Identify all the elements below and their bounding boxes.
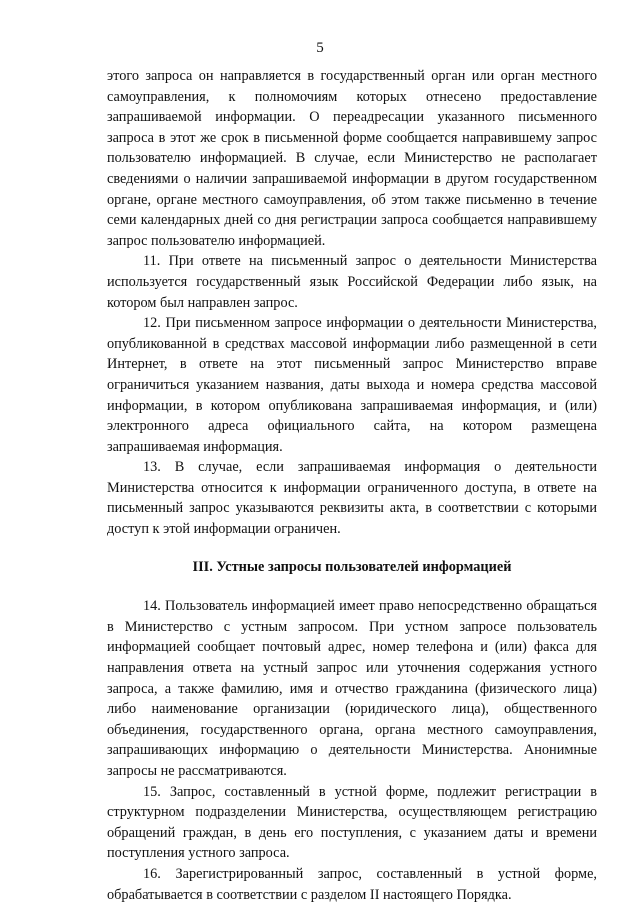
paragraph-continued: этого запроса он направляется в государственный орган или орган местного самоуправления, к полномочиям которых отнесено предоставление запрашиваемой информации. О переадресации указанного письменного запроса в этот же срок в письменной форме сообщается направившему запрос пользователю информацией. В случае, если Министерство не располагает сведениями о наличии запрашиваемой информации в другом государственном органе, органе местного самоуправления, об этом также письменно в течение семи календарных дней со дня регистрации запроса сообщается направившему запрос пользователю информацией. (107, 68, 597, 249)
document-body (107, 66, 597, 905)
section-heading: III. Устные запросы пользователей информацией (192, 558, 512, 575)
paragraph-14: 14. Пользователь информацией имеет право непосредственно обращаться в Министерство с устным запросом. При устном запросе пользователь информацией сообщает почтовый адрес, номер телефона и (или) факса для направления ответа на устный запрос или уточнения содержания устного запроса, а также фамилию, имя и отчество гражданина (физического лица) либо наименование организации (юридического лица), общественного объединения, государственного органа, органа местного самоуправления, запрашивающих информацию о деятельности Министерства. Анонимные запросы не рассматриваются. (107, 598, 597, 779)
paragraph-12: 12. При письменном запросе информации о деятельности Министерства, опубликованной в средствах массовой информации либо размещенной в сети Интернет, в ответе на этот письменный запрос Министерство вправе ограничиться указанием названия, даты выхода и номера средства массовой информации, в котором опубликована запрашиваемая информация, и (или) электронного адреса официального сайта, на котором размещена запрашиваемая информация. (107, 315, 597, 455)
page-number: 5 (316, 40, 324, 56)
paragraph-15: 15. Запрос, составленный в устной форме, подлежит регистрации в структурном подразделении Министерства, осуществляющем регистрацию обращений граждан, в день его поступления, с указанием даты и времени поступления устного запроса. (107, 783, 597, 862)
paragraph-13: 13. В случае, если запрашиваемая информация о деятельности Министерства относится к информации ограниченного доступа, в ответе на письменный запрос указываются реквизиты акта, в соответствии с которыми доступ к этой информации ограничен. (107, 459, 597, 538)
paragraph-16: 16. Зарегистрированный запрос, составленный в устной форме, обрабатывается в соответствии с разделом II настоящего Порядка. (107, 865, 597, 903)
paragraph-11: 11. При ответе на письменный запрос о деятельности Министерства используется государственный язык Российской Федерации либо язык, на котором был направлен запрос. (107, 253, 597, 311)
